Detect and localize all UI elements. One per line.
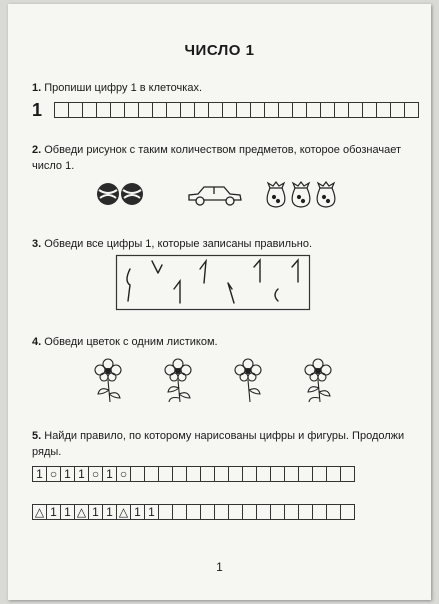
task-5-sequence-row-2[interactable] [32,504,355,520]
grid-cell[interactable] [335,103,349,117]
handwritten-one[interactable] [292,260,298,282]
task-5-number: 5. [32,430,42,442]
grid-cell[interactable] [271,505,285,519]
grid-cell[interactable] [159,467,173,481]
task-4-text: Обведи цветок с одним листиком. [44,336,218,348]
task-5-instruction [32,428,408,460]
grid-cell[interactable] [405,103,418,117]
workbook-page [8,4,431,600]
task-1-sample-digit: 1 [32,100,43,120]
grid-cell[interactable] [111,103,125,117]
grid-cell[interactable] [327,505,341,519]
grid-cell[interactable]: 1 [47,505,61,519]
task-3-number: 3. [32,238,42,250]
task-3-text: Обведи все цифры 1, которые записаны правильно. [44,238,313,250]
task-2-text: Обведи рисунок с таким количеством предметов, которое обозначает число 1. [32,144,401,172]
bag-icon [292,182,310,207]
grid-cell[interactable] [195,103,209,117]
grid-cell[interactable] [187,505,201,519]
grid-cell[interactable] [215,467,229,481]
page-number: 1 [216,560,223,574]
grid-cell[interactable]: 1 [103,467,117,481]
handwritten-ones-panel [116,255,310,311]
grid-cell[interactable]: △ [33,505,47,519]
task-1-writing-grid[interactable] [54,102,419,118]
flower-icon[interactable] [95,359,121,402]
grid-cell[interactable] [69,103,83,117]
grid-cell[interactable]: 1 [131,505,145,519]
grid-cell[interactable] [349,103,363,117]
grid-cell[interactable]: △ [75,505,89,519]
grid-cell[interactable] [265,103,279,117]
grid-cell[interactable] [299,467,313,481]
grid-cell[interactable] [167,103,181,117]
handwritten-one[interactable] [152,261,162,273]
grid-cell[interactable] [341,467,354,481]
grid-cell[interactable] [223,103,237,117]
grid-cell[interactable] [139,103,153,117]
grid-cell[interactable] [243,467,257,481]
grid-cell[interactable] [293,103,307,117]
grid-cell[interactable] [299,505,313,519]
grid-cell[interactable] [181,103,195,117]
handwritten-one[interactable] [275,289,278,301]
grid-cell[interactable] [173,505,187,519]
grid-cell[interactable]: 1 [89,505,103,519]
grid-cell[interactable] [145,467,159,481]
grid-cell[interactable]: △ [117,505,131,519]
grid-cell[interactable] [279,103,293,117]
grid-cell[interactable] [243,505,257,519]
flower-icon[interactable] [235,359,261,402]
grid-cell[interactable] [257,467,271,481]
grid-cell[interactable] [237,103,251,117]
grid-cell[interactable] [257,505,271,519]
task-5-sequence-row-1[interactable] [32,466,355,482]
flower-icon[interactable] [305,359,331,402]
task-5-text: Найди правило, по которому нарисованы цифры и фигуры. Продолжи ряды. [32,430,405,458]
handwritten-one[interactable] [200,261,206,283]
page-title: ЧИСЛО 1 [184,42,255,59]
bag-icon [267,182,285,207]
flowers-row [94,356,354,406]
grid-cell[interactable] [173,467,187,481]
grid-cell[interactable] [327,467,341,481]
handwritten-one[interactable] [228,283,234,303]
grid-cell[interactable]: 1 [61,505,75,519]
grid-cell[interactable] [159,505,173,519]
grid-cell[interactable] [321,103,335,117]
grid-cell[interactable] [201,505,215,519]
grid-cell[interactable] [341,505,354,519]
two-balls-picture[interactable] [96,180,146,208]
grid-cell[interactable]: 1 [103,505,117,519]
grid-cell[interactable] [391,103,405,117]
grid-cell[interactable] [187,467,201,481]
car-icon [189,187,241,205]
task-4-instruction [32,334,408,350]
grid-cell[interactable]: 1 [145,505,159,519]
bag-icon [317,182,335,207]
grid-cell[interactable] [125,103,139,117]
grid-cell[interactable] [229,505,243,519]
grid-cell[interactable] [83,103,97,117]
grid-cell[interactable]: ○ [117,467,131,481]
task-1-number: 1. [32,82,42,94]
grid-cell[interactable] [131,467,145,481]
grid-cell[interactable] [215,505,229,519]
grid-cell[interactable] [285,467,299,481]
grid-cell[interactable] [313,505,327,519]
grid-cell[interactable]: 1 [75,467,89,481]
grid-cell[interactable] [285,505,299,519]
grid-cell[interactable] [55,103,69,117]
grid-cell[interactable] [209,103,223,117]
grid-cell[interactable] [307,103,321,117]
task-1-instruction [32,80,408,96]
flower-icon[interactable] [165,359,191,402]
ball-icon [97,183,119,205]
task-2-instruction [32,142,408,174]
grid-cell[interactable] [229,467,243,481]
grid-cell[interactable] [377,103,391,117]
grid-cell[interactable] [251,103,265,117]
grid-cell[interactable]: ○ [47,467,61,481]
task-1-text: Пропиши цифру 1 в клеточках. [44,82,202,94]
handwritten-one[interactable] [127,269,130,301]
grid-cell[interactable]: 1 [61,467,75,481]
grid-cell[interactable]: ○ [89,467,103,481]
handwritten-one[interactable] [254,260,260,282]
task-2-number: 2. [32,144,42,156]
grid-cell[interactable] [97,103,111,117]
handwritten-one[interactable] [174,281,180,303]
grid-cell[interactable] [271,467,285,481]
three-bags-picture[interactable] [264,180,342,210]
ball-icon [121,183,143,205]
task-3-instruction [32,236,408,252]
car-picture[interactable] [186,184,244,208]
grid-cell[interactable] [363,103,377,117]
grid-cell[interactable] [313,467,327,481]
task-4-number: 4. [32,336,42,348]
grid-cell[interactable] [201,467,215,481]
grid-cell[interactable]: 1 [33,467,47,481]
grid-cell[interactable] [153,103,167,117]
